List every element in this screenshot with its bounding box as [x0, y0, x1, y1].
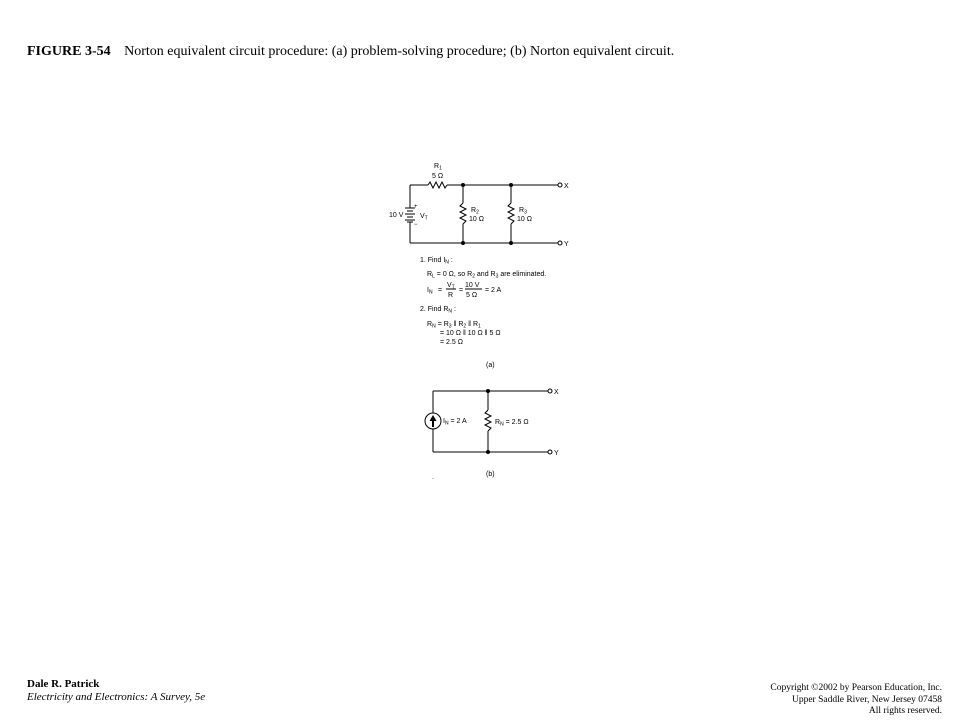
in-label: $I_N = 2$ A [443, 418, 467, 427]
step1-line1: $R_L = 0$ Ω, so $R_2$ and $R_3$ are eliminated. [427, 271, 547, 280]
caption-text: Norton equivalent circuit procedure: (a) problem-solving procedure; (b) Norton equivalent circuit. [124, 44, 675, 59]
figure-label: FIGURE 3-54 [27, 44, 111, 59]
terminal-b-x [548, 389, 552, 393]
in-equation-num1: $V_T$ [447, 282, 455, 291]
source-plus: + [414, 204, 418, 210]
resistor-r2 [460, 203, 466, 224]
terminal-a-x-label: X [564, 183, 569, 190]
copyright-line-2: Upper Saddle River, New Jersey 07458 [791, 694, 942, 705]
step2-heading: 2. Find $R_N$ : [420, 306, 456, 315]
footer-author: Dale R. Patrick [27, 678, 100, 690]
r2-label: $R_2$ [471, 207, 479, 216]
source-label: $V_T$ [420, 213, 428, 222]
terminal-b-y-label: Y [554, 450, 559, 457]
r1-value: 5 Ω [432, 173, 444, 180]
in-equation-den1: R [448, 292, 454, 299]
footer-copyright [770, 683, 942, 718]
r3-label: $R_3$ [519, 207, 527, 216]
in-equation-equals-2: = [459, 287, 464, 294]
current-arrow-icon [430, 415, 437, 427]
junction-a-bottom-r3 [509, 241, 513, 245]
in-equation-lhs: $I_N$ [427, 287, 433, 296]
resistor-rn [485, 410, 491, 431]
stray-mark: . [432, 474, 434, 481]
r3-value: 10 Ω [517, 216, 532, 223]
source-value: 10 V [389, 212, 404, 219]
rn-label: $R_N = 2.5$ Ω [495, 419, 529, 428]
terminal-b-y [548, 450, 552, 454]
terminal-a-x [558, 183, 562, 187]
rn-equation-line1: $R_N = R_3$ ǁ $R_2$ ǁ $R_1$ [427, 321, 481, 330]
terminal-b-x-label: X [554, 389, 559, 396]
rn-equation-line3: = 2.5 Ω [440, 339, 463, 346]
label-b: (b) [486, 471, 495, 478]
resistor-r1 [428, 182, 447, 188]
junction-a-top-r3 [509, 183, 513, 187]
terminal-a-y-label: Y [564, 241, 569, 248]
rn-equation-line2: = 10 Ω ǁ 10 Ω ǁ 5 Ω [440, 330, 501, 337]
junction-b-bottom-rn [486, 450, 490, 454]
footer-attribution [27, 678, 205, 704]
resistor-r3 [508, 203, 514, 224]
copyright-line-1: Copyright ©2002 by Pearson Education, Inc. [770, 683, 942, 693]
junction-b-top-rn [486, 389, 490, 393]
r2-value: 10 Ω [469, 216, 484, 223]
in-equation-equals-1: = [438, 287, 443, 294]
junction-a-top-r2 [461, 183, 465, 187]
label-a: (a) [486, 362, 495, 369]
in-equation-num2: 10 V [465, 282, 480, 289]
footer-book-title: Electricity and Electronics: A Survey, 5e [27, 691, 206, 703]
r1-label: $R_1$ [434, 163, 442, 172]
in-equation-result: = 2 A [485, 287, 502, 294]
step1-heading: 1. Find $I_N$ : [420, 257, 453, 266]
in-equation-den2: 5 Ω [466, 292, 478, 299]
source-minus: − [414, 222, 418, 228]
junction-a-bottom-r2 [461, 241, 465, 245]
copyright-line-3: All rights reserved. [868, 706, 942, 716]
terminal-a-y [558, 241, 562, 245]
